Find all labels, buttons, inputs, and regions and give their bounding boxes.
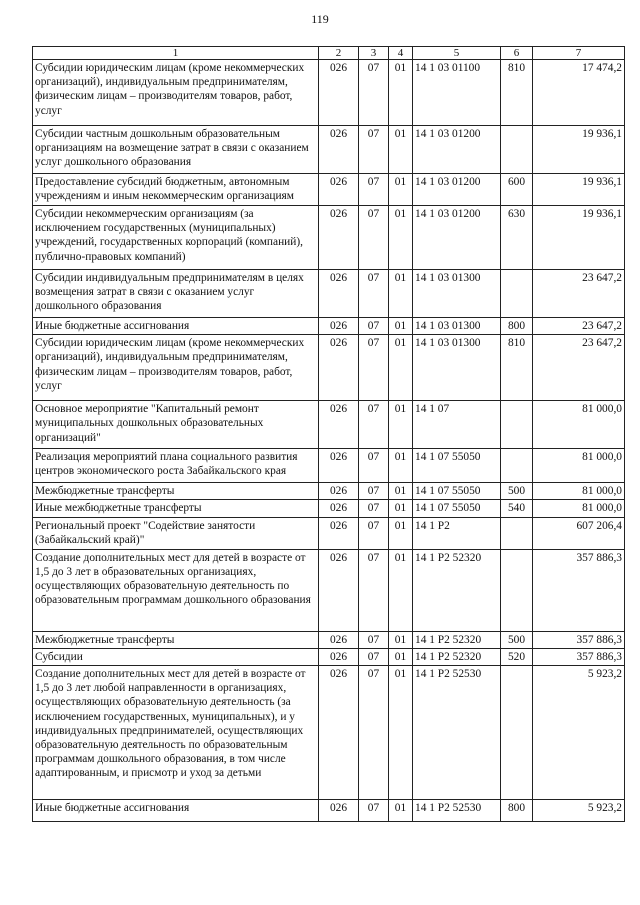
row-expense-type: 500 (501, 483, 533, 500)
table-header-row (33, 47, 625, 60)
row-section: 07 (359, 631, 389, 648)
row-section: 07 (359, 500, 389, 517)
row-expense-type (501, 449, 533, 483)
row-target-article: 14 1 03 01200 (413, 126, 501, 174)
row-amount: 81 000,0 (533, 500, 625, 517)
row-ved-code: 026 (319, 174, 359, 206)
row-expense-type: 810 (501, 60, 533, 126)
row-target-article: 14 1 07 55050 (413, 483, 501, 500)
row-name: Создание дополнительных мест для детей в возрасте от 1,5 до 3 лет любой направленности в организациях, осуществляющих образовательную деятельность (за исключением государственных, муниципальных), и у индивидуальных предпринимателей, осуществляющих образовательную деятельность по образовательным программам дошкольного образования, в том числе адаптированным, и присмотр и уход за детьми (33, 666, 319, 800)
table-row (33, 60, 625, 126)
row-name: Субсидии юридическим лицам (кроме некоммерческих организаций), индивидуальным предпринимателям, физическим лицам – производителям товаров, работ, услуг (33, 60, 319, 126)
row-target-article: 14 1 03 01300 (413, 270, 501, 318)
row-amount: 17 474,2 (533, 60, 625, 126)
row-expense-type: 520 (501, 648, 533, 665)
row-expense-type: 800 (501, 318, 533, 335)
row-subsection: 01 (389, 401, 413, 449)
table-row (33, 270, 625, 318)
row-expense-type (501, 126, 533, 174)
row-ved-code: 026 (319, 648, 359, 665)
row-target-article: 14 1 03 01100 (413, 60, 501, 126)
row-ved-code: 026 (319, 126, 359, 174)
budget-table (32, 46, 625, 822)
row-section: 07 (359, 335, 389, 401)
row-amount: 357 886,3 (533, 648, 625, 665)
row-amount: 23 647,2 (533, 335, 625, 401)
row-amount: 357 886,3 (533, 631, 625, 648)
row-section: 07 (359, 800, 389, 822)
row-name: Субсидии некоммерческим организациям (за исключением государственных (муниципальных) учреждений, государственных корпораций (компаний), публично-правовых компаний) (33, 206, 319, 270)
row-amount: 81 000,0 (533, 449, 625, 483)
header-col-2: 2 (319, 47, 359, 60)
header-col-7: 7 (533, 47, 625, 60)
row-subsection: 01 (389, 800, 413, 822)
row-expense-type: 810 (501, 335, 533, 401)
row-name: Субсидии частным дошкольным образовательным организациям на возмещение затрат в связи с оказанием услуг дошкольного образования (33, 126, 319, 174)
header-col-1: 1 (33, 47, 319, 60)
row-ved-code: 026 (319, 549, 359, 631)
row-subsection: 01 (389, 666, 413, 800)
row-ved-code: 026 (319, 500, 359, 517)
row-expense-type: 630 (501, 206, 533, 270)
row-target-article: 14 1 03 01200 (413, 206, 501, 270)
row-ved-code: 026 (319, 483, 359, 500)
row-name: Субсидии индивидуальным предпринимателям в целях возмещения затрат в связи с оказанием услуг дошкольного образования (33, 270, 319, 318)
row-name: Региональный проект "Содействие занятости (Забайкальский край)" (33, 517, 319, 549)
row-ved-code: 026 (319, 449, 359, 483)
row-target-article: 14 1 P2 (413, 517, 501, 549)
row-subsection: 01 (389, 270, 413, 318)
header-col-6: 6 (501, 47, 533, 60)
table-row (33, 631, 625, 648)
row-name: Субсидии юридическим лицам (кроме некоммерческих организаций), индивидуальным предпринимателям, физическим лицам – производителям товаров, работ, услуг (33, 335, 319, 401)
row-section: 07 (359, 126, 389, 174)
row-subsection: 01 (389, 500, 413, 517)
row-expense-type (501, 517, 533, 549)
row-target-article: 14 1 07 55050 (413, 449, 501, 483)
row-ved-code: 026 (319, 270, 359, 318)
table-row (33, 800, 625, 822)
row-section: 07 (359, 401, 389, 449)
row-name: Иные бюджетные ассигнования (33, 800, 319, 822)
row-ved-code: 026 (319, 60, 359, 126)
table-row (33, 335, 625, 401)
row-expense-type (501, 666, 533, 800)
row-ved-code: 026 (319, 401, 359, 449)
table-row (33, 549, 625, 631)
row-ved-code: 026 (319, 335, 359, 401)
row-expense-type (501, 401, 533, 449)
row-subsection: 01 (389, 60, 413, 126)
row-amount: 23 647,2 (533, 270, 625, 318)
row-subsection: 01 (389, 517, 413, 549)
row-subsection: 01 (389, 483, 413, 500)
row-amount: 81 000,0 (533, 401, 625, 449)
row-section: 07 (359, 206, 389, 270)
row-expense-type: 600 (501, 174, 533, 206)
row-section: 07 (359, 549, 389, 631)
table-row (33, 206, 625, 270)
row-name: Иные межбюджетные трансферты (33, 500, 319, 517)
row-target-article: 14 1 03 01300 (413, 318, 501, 335)
row-expense-type (501, 270, 533, 318)
row-target-article: 14 1 07 (413, 401, 501, 449)
header-col-3: 3 (359, 47, 389, 60)
row-target-article: 14 1 03 01300 (413, 335, 501, 401)
row-amount: 81 000,0 (533, 483, 625, 500)
row-amount: 19 936,1 (533, 126, 625, 174)
row-subsection: 01 (389, 174, 413, 206)
row-subsection: 01 (389, 449, 413, 483)
row-ved-code: 026 (319, 318, 359, 335)
row-target-article: 14 1 P2 52320 (413, 631, 501, 648)
row-section: 07 (359, 648, 389, 665)
row-subsection: 01 (389, 549, 413, 631)
row-section: 07 (359, 270, 389, 318)
row-amount: 5 923,2 (533, 800, 625, 822)
row-amount: 19 936,1 (533, 206, 625, 270)
row-name: Иные бюджетные ассигнования (33, 318, 319, 335)
row-expense-type: 800 (501, 800, 533, 822)
row-target-article: 14 1 P2 52320 (413, 549, 501, 631)
row-target-article: 14 1 P2 52530 (413, 800, 501, 822)
table-row (33, 174, 625, 206)
table-row (33, 401, 625, 449)
row-amount: 5 923,2 (533, 666, 625, 800)
row-name: Создание дополнительных мест для детей в возрасте от 1,5 до 3 лет в образовательных организациях, осуществляющих образовательную деятельность по образовательным программам дошкольного образования (33, 549, 319, 631)
row-expense-type: 500 (501, 631, 533, 648)
row-section: 07 (359, 483, 389, 500)
row-section: 07 (359, 449, 389, 483)
row-amount: 19 936,1 (533, 174, 625, 206)
row-expense-type (501, 549, 533, 631)
row-target-article: 14 1 P2 52530 (413, 666, 501, 800)
row-name: Основное мероприятие "Капитальный ремонт муниципальных дошкольных образовательных организаций" (33, 401, 319, 449)
header-col-4: 4 (389, 47, 413, 60)
table-row (33, 483, 625, 500)
row-expense-type: 540 (501, 500, 533, 517)
table-row (33, 648, 625, 665)
row-target-article: 14 1 07 55050 (413, 500, 501, 517)
header-col-5: 5 (413, 47, 501, 60)
row-amount: 23 647,2 (533, 318, 625, 335)
row-ved-code: 026 (319, 517, 359, 549)
row-target-article: 14 1 03 01200 (413, 174, 501, 206)
row-subsection: 01 (389, 206, 413, 270)
row-section: 07 (359, 666, 389, 800)
table-row (33, 500, 625, 517)
table-row (33, 449, 625, 483)
row-subsection: 01 (389, 318, 413, 335)
row-ved-code: 026 (319, 206, 359, 270)
row-section: 07 (359, 60, 389, 126)
row-name: Реализация мероприятий плана социального развития центров экономического роста Забайкальского края (33, 449, 319, 483)
table-row (33, 126, 625, 174)
page-number: 119 (311, 12, 329, 26)
row-name: Субсидии (33, 648, 319, 665)
row-subsection: 01 (389, 126, 413, 174)
table-row (33, 318, 625, 335)
row-ved-code: 026 (319, 800, 359, 822)
row-amount: 357 886,3 (533, 549, 625, 631)
row-section: 07 (359, 174, 389, 206)
row-name: Межбюджетные трансферты (33, 483, 319, 500)
row-section: 07 (359, 318, 389, 335)
table-row (33, 517, 625, 549)
row-target-article: 14 1 P2 52320 (413, 648, 501, 665)
row-ved-code: 026 (319, 666, 359, 800)
row-ved-code: 026 (319, 631, 359, 648)
row-subsection: 01 (389, 648, 413, 665)
row-section: 07 (359, 517, 389, 549)
row-subsection: 01 (389, 335, 413, 401)
table-row (33, 666, 625, 800)
row-amount: 607 206,4 (533, 517, 625, 549)
row-name: Предоставление субсидий бюджетным, автономным учреждениям и иным некоммерческим организациям (33, 174, 319, 206)
row-subsection: 01 (389, 631, 413, 648)
row-name: Межбюджетные трансферты (33, 631, 319, 648)
